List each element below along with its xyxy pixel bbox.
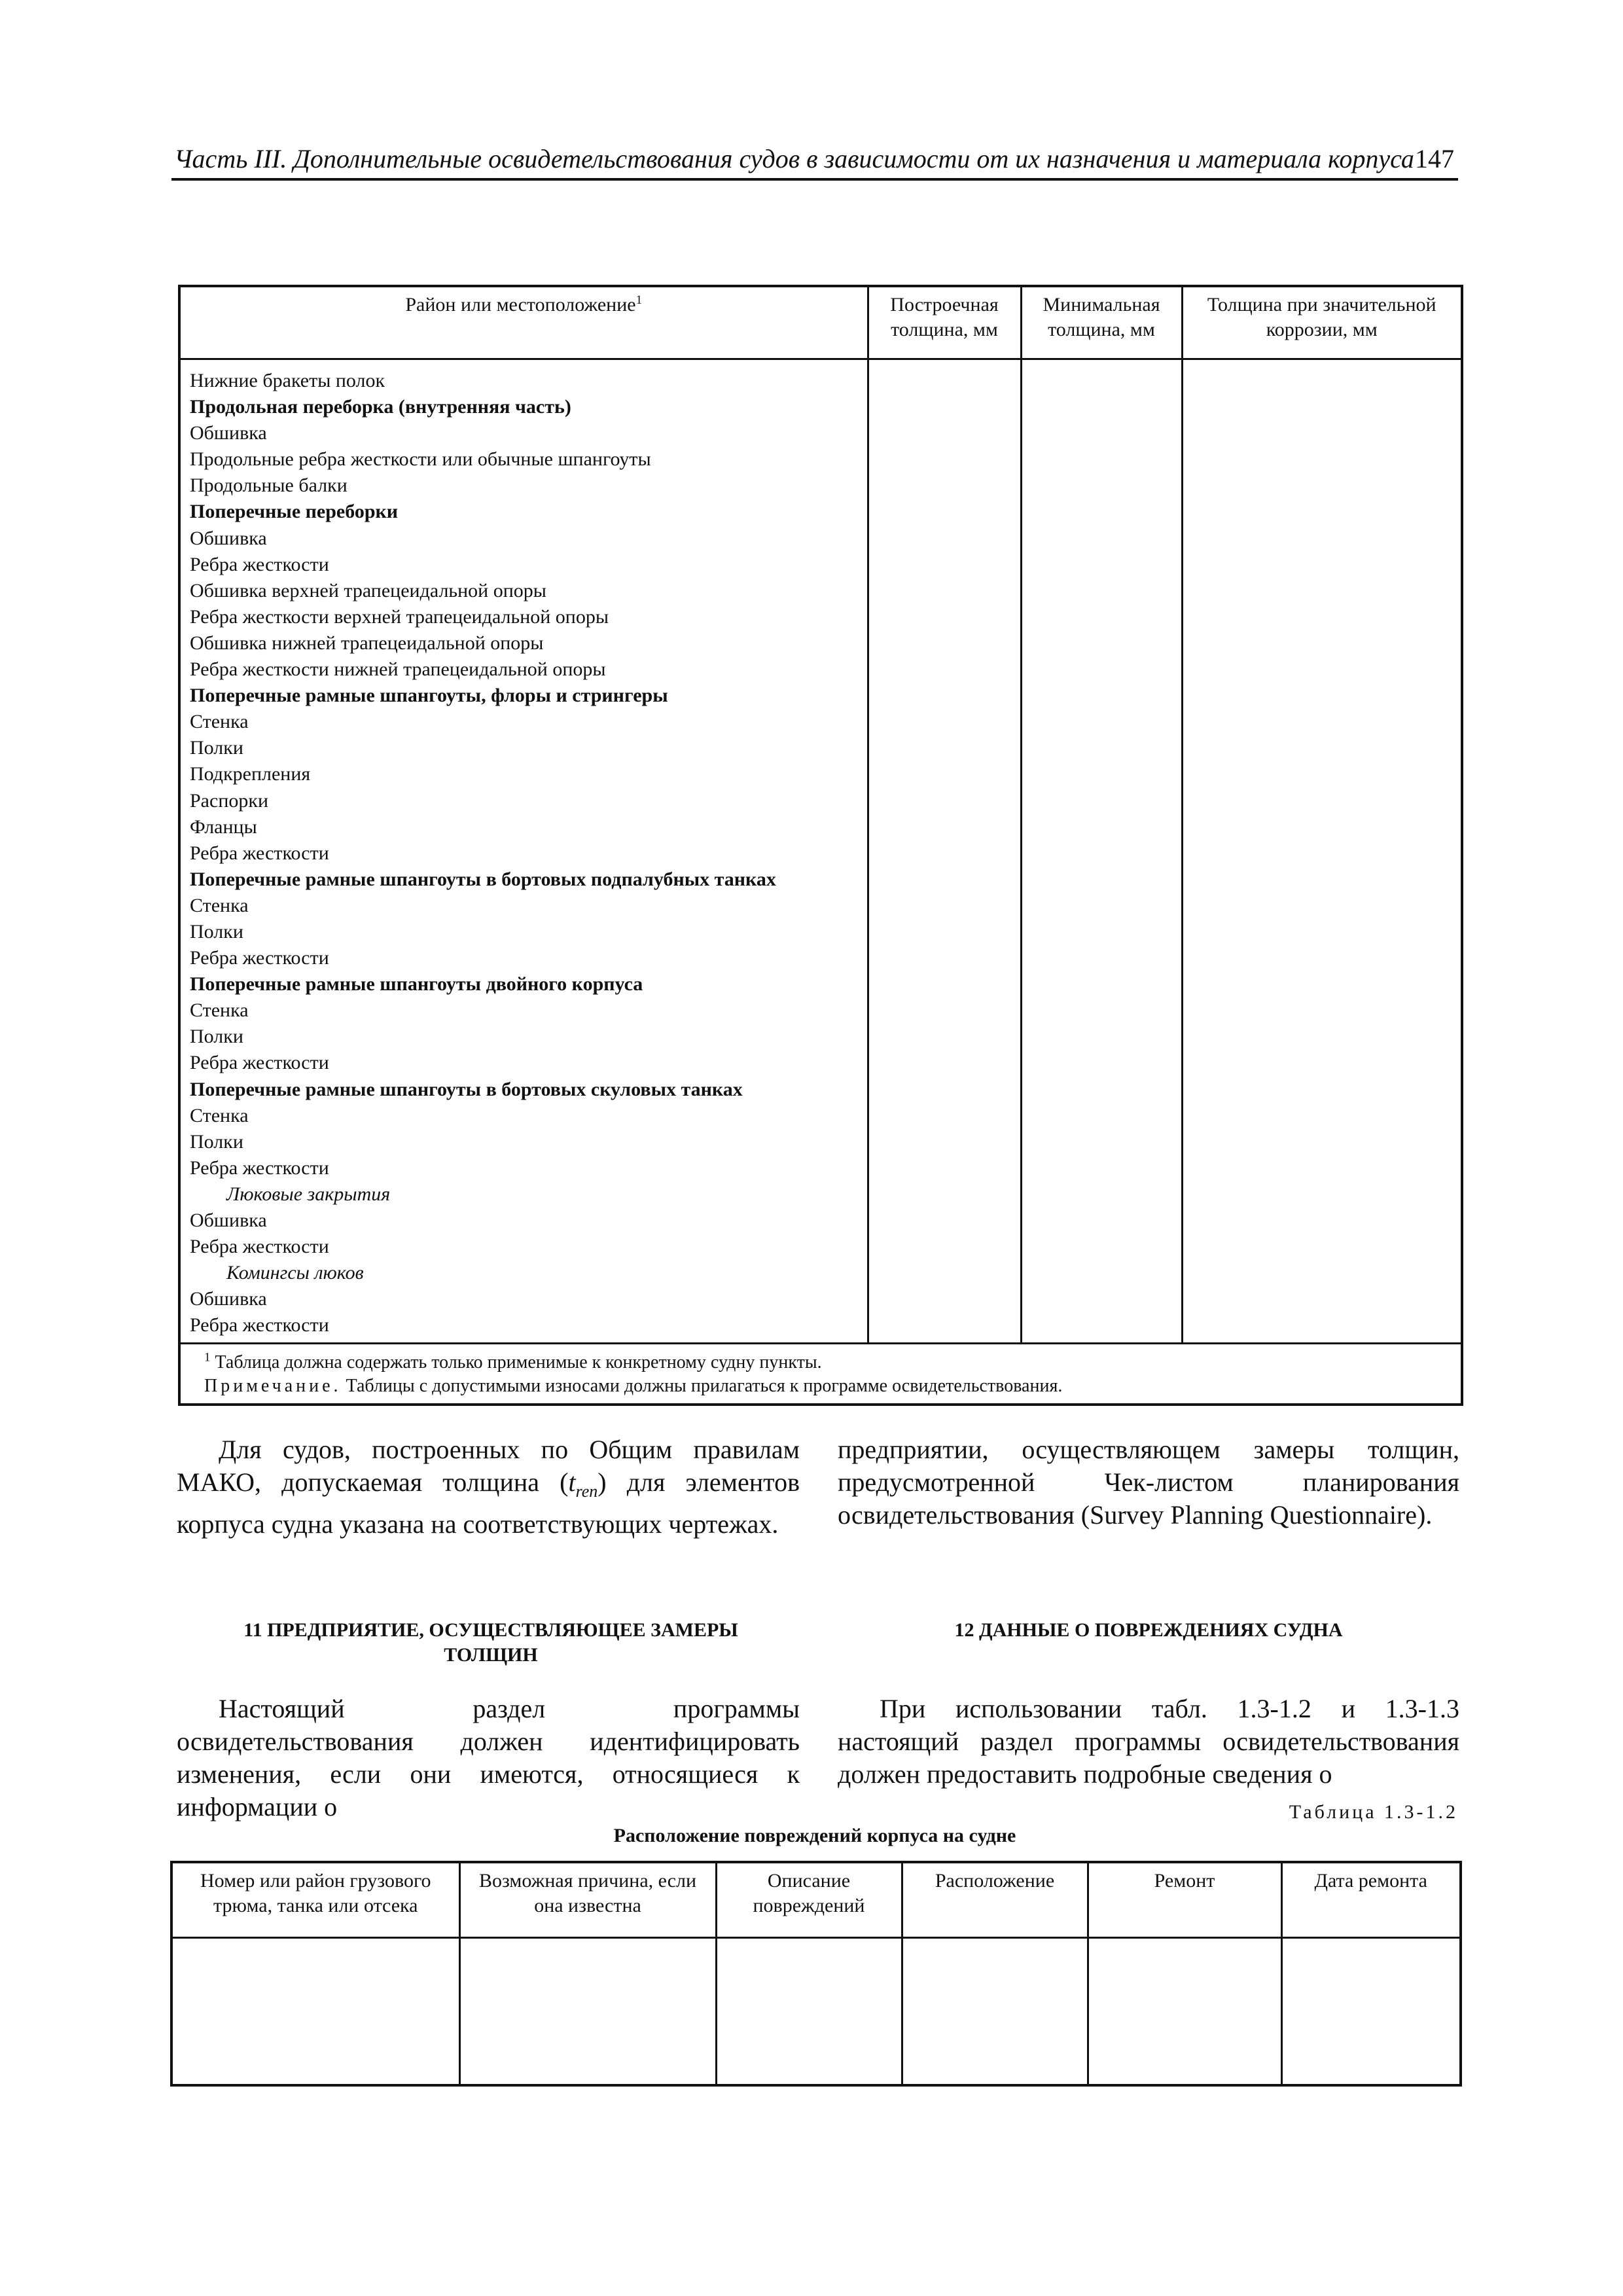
list-item: Полки (190, 920, 243, 942)
group-heading: Продольная переборка (внутренняя часть) (190, 396, 571, 418)
group-heading: Поперечные переборки (190, 501, 399, 523)
empty-cell (171, 1938, 459, 2086)
section-11-text: Настоящий раздел программы освидетельствования должен идентифицировать изменения, если они имеются, относящиеся к информации о (177, 1694, 800, 1821)
corrosion-thickness-column (1182, 359, 1462, 1344)
list-item: Ребра жесткости (190, 553, 329, 575)
list-item: Обшивка нижней трапецеидальной опоры (190, 632, 544, 654)
group-heading: Поперечные рамные шпангоуты в бортовых скуловых танках (190, 1078, 743, 1100)
list-item: Полки (190, 1130, 243, 1153)
thickness-table-header (179, 286, 1462, 359)
list-item: Продольные ребра жесткости или обычные шпангоуты (190, 448, 651, 471)
list-item: Стенка (190, 711, 249, 733)
list-item: Нижние бракеты полок (190, 370, 385, 391)
damage-table-header (171, 1862, 1461, 1938)
thickness-table-notes (179, 1344, 1462, 1405)
list-item: Распорки (190, 789, 268, 812)
footnote: $^1$ Таблица должна содержать только применимые к конкретному судну пункты. (204, 1351, 822, 1373)
table-notes (179, 1344, 1462, 1405)
header-min-thickness: Минимальная толщина, мм (1021, 286, 1182, 359)
min-thickness-column (1021, 359, 1182, 1344)
list-item: Стенка (190, 999, 249, 1022)
list-item: Фланцы (190, 816, 257, 838)
list-item: Ребра жесткости (190, 1236, 329, 1258)
thickness-table (178, 285, 1463, 1406)
list-item: Обшивка (190, 1288, 267, 1310)
header-description: Описание повреждений (716, 1862, 902, 1938)
list-item: Ребра жесткости (190, 1314, 329, 1336)
section-12-title: 12 ДАННЫЕ О ПОВРЕЖДЕНИЯХ СУДНА (954, 1619, 1343, 1641)
header-corrosion-thickness: Толщина при значительной коррозии, мм (1182, 286, 1462, 359)
list-item: Подкрепления (190, 763, 311, 785)
left-paragraph: Для судов, построенных по Общим правилам МАКО, допускаемая толщина $(t_{ren})$ для элементов корпуса судна указана на соответствующих чертежах. (177, 1435, 800, 1539)
list-item: Обшивка (190, 1210, 267, 1231)
empty-cell (1281, 1938, 1461, 2086)
header-compartment: Номер или район грузового трюма, танка или отсека (171, 1862, 459, 1938)
table-title: Расположение повреждений корпуса на судне (613, 1825, 1016, 1846)
thickness-table-body (179, 359, 1462, 1344)
list-item: Обшивка (190, 422, 267, 444)
note-label: Примечание. (204, 1376, 342, 1397)
group-heading: Поперечные рамные шпангоуты, флоры и стрингеры (190, 685, 668, 707)
list-item: Ребра жесткости (190, 1052, 329, 1074)
page-number: 147 (1415, 144, 1454, 173)
table-number: Таблица 1.3-1.2 (1289, 1801, 1458, 1823)
header-location: Расположение (902, 1862, 1088, 1938)
header-built-thickness: Построечная толщина, мм (868, 286, 1021, 359)
list-item: Полки (190, 1026, 243, 1048)
header-cause: Возможная причина, если она известна (459, 1862, 716, 1938)
list-item: Обшивка верхней трапецеидальной опоры (190, 579, 546, 601)
right-paragraph: предприятии, осуществляющем замеры толщин, предусмотренной Чек-листом планирования освидетельствования (Survey Planning Questionnaire). (838, 1435, 1459, 1530)
running-title: Часть III. Дополнительные освидетельствования судов в зависимости от их назначения и материала корпуса (174, 144, 1414, 173)
built-thickness-column (868, 359, 1021, 1344)
list-item: Стенка (190, 1104, 249, 1126)
footnote-ref: 1 (635, 293, 643, 307)
damage-table-row (171, 1938, 1461, 2086)
list-item: Ребра жесткости (190, 842, 329, 864)
list-item: Ребра жесткости (190, 1157, 329, 1179)
section-11-title: 11 ПРЕДПРИЯТИЕ, ОСУЩЕСТВЛЯЮЩЕЕ ЗАМЕРЫ ТОЛЩИН (243, 1619, 738, 1666)
note: Примечание. Таблицы с допустимыми износами должны прилагаться к программе освидетельствования. (204, 1376, 1063, 1397)
area-list (179, 359, 868, 1344)
header-repair: Ремонт (1088, 1862, 1281, 1938)
running-header (171, 143, 1458, 181)
empty-cell (902, 1938, 1088, 2086)
group-heading: Комингсы люков (226, 1262, 364, 1284)
empty-cell (1088, 1938, 1281, 2086)
list-item: Стенка (190, 894, 249, 916)
list-item: Продольные балки (190, 475, 348, 497)
list-item: Обшивка (190, 527, 267, 549)
list-item: Ребра жесткости верхней трапецеидальной опоры (190, 605, 609, 628)
empty-cell (716, 1938, 902, 2086)
section-12-text: При использовании табл. 1.3-1.2 и 1.3-1.3 настоящий раздел программы освидетельствования должен предоставить подробные сведения о (838, 1694, 1459, 1789)
header-repair-date: Дата ремонта (1281, 1862, 1461, 1938)
group-heading: Поперечные рамные шпангоуты двойного корпуса (190, 973, 643, 996)
list-item: Полки (190, 737, 243, 759)
list-item: Ребра жесткости (190, 947, 329, 969)
group-heading: Люковые закрытия (226, 1183, 391, 1205)
empty-cell (459, 1938, 716, 2086)
list-item: Ребра жесткости нижней трапецеидальной опоры (190, 658, 606, 681)
header-area: Район или местоположение$^1$ (179, 286, 868, 359)
damage-table (170, 1861, 1462, 2087)
group-heading: Поперечные рамные шпангоуты в бортовых подпалубных танках (190, 868, 776, 890)
